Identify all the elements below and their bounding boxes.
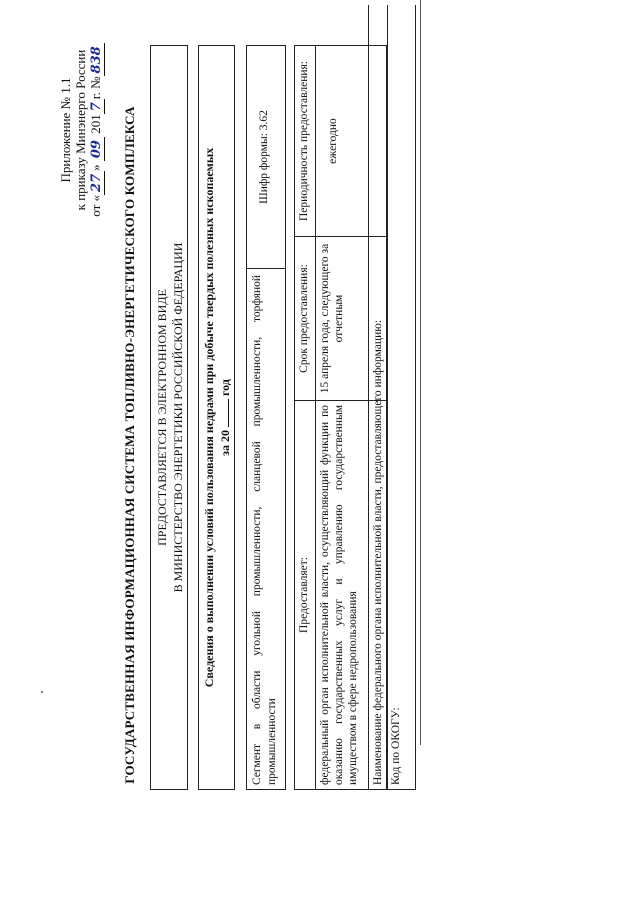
year-blank-field xyxy=(228,399,229,427)
appendix-number: Приложение № 1.1 xyxy=(58,77,73,183)
cell-provider: федеральный орган исполнительной власти, осуществляющий функции по оказанию государственных услуг и управлению государственным имуществом в сфере недропользования xyxy=(316,401,387,790)
appendix-order: к приказу Минэнерго России xyxy=(73,49,88,211)
handwritten-month: 09 xyxy=(89,137,105,161)
electronic-line-1: ПРЕДОСТАВЛЯЕТСЯ В ЭЛЕКТРОННОМ ВИДЕ xyxy=(155,289,169,546)
segment-text: Сегмент в области угольной промышленности, сланцевой промышленности, торфяной промышленности xyxy=(251,275,278,785)
table-header-row xyxy=(295,46,316,790)
handwritten-order-number: 838 xyxy=(89,43,105,76)
reporting-organization-block xyxy=(368,5,416,790)
report-title: Сведения о выполнении условий пользования недрами при добыче твердых полезных ископаемых xyxy=(202,147,216,688)
segment-box xyxy=(246,45,286,790)
form-code: Шифр формы: 3.62 xyxy=(247,46,285,269)
handwritten-year-digit: 7 xyxy=(89,99,105,114)
header-deadline: Срок предоставления: xyxy=(295,237,316,401)
report-title-box xyxy=(198,45,235,790)
header-provider: Предоставляет: xyxy=(295,401,316,790)
handwritten-day: 27 xyxy=(89,171,105,195)
cell-periodicity: ежегодно xyxy=(316,46,387,237)
organization-name-label: Наименование федерального органа исполнительной власти, предоставляющего информацию: xyxy=(372,319,384,785)
header-periodicity: Периодичность предоставления: xyxy=(295,46,316,237)
electronic-submission-box xyxy=(150,45,188,790)
page-title: ГОСУДАРСТВЕННАЯ ИНФОРМАЦИОННАЯ СИСТЕМА ТОПЛИВНО-ЭНЕРГЕТИЧЕСКОГО КОМПЛЕКСА xyxy=(122,106,137,784)
scan-edge-line xyxy=(420,0,421,745)
scan-speck xyxy=(41,691,43,693)
electronic-line-2: В МИНИСТЕРСТВО ЭНЕРГЕТИКИ РОССИЙСКОЙ ФЕДЕРАЦИИ xyxy=(171,242,185,593)
appendix-header xyxy=(58,5,105,255)
report-period: за 20 год xyxy=(218,379,232,456)
appendix-date: от «27» 09 2017г. №838 xyxy=(88,5,105,255)
okogu-code-label: Код по ОКОГУ: xyxy=(387,5,404,789)
cell-deadline: 15 апреля года, следующего за отчетным xyxy=(316,237,387,401)
